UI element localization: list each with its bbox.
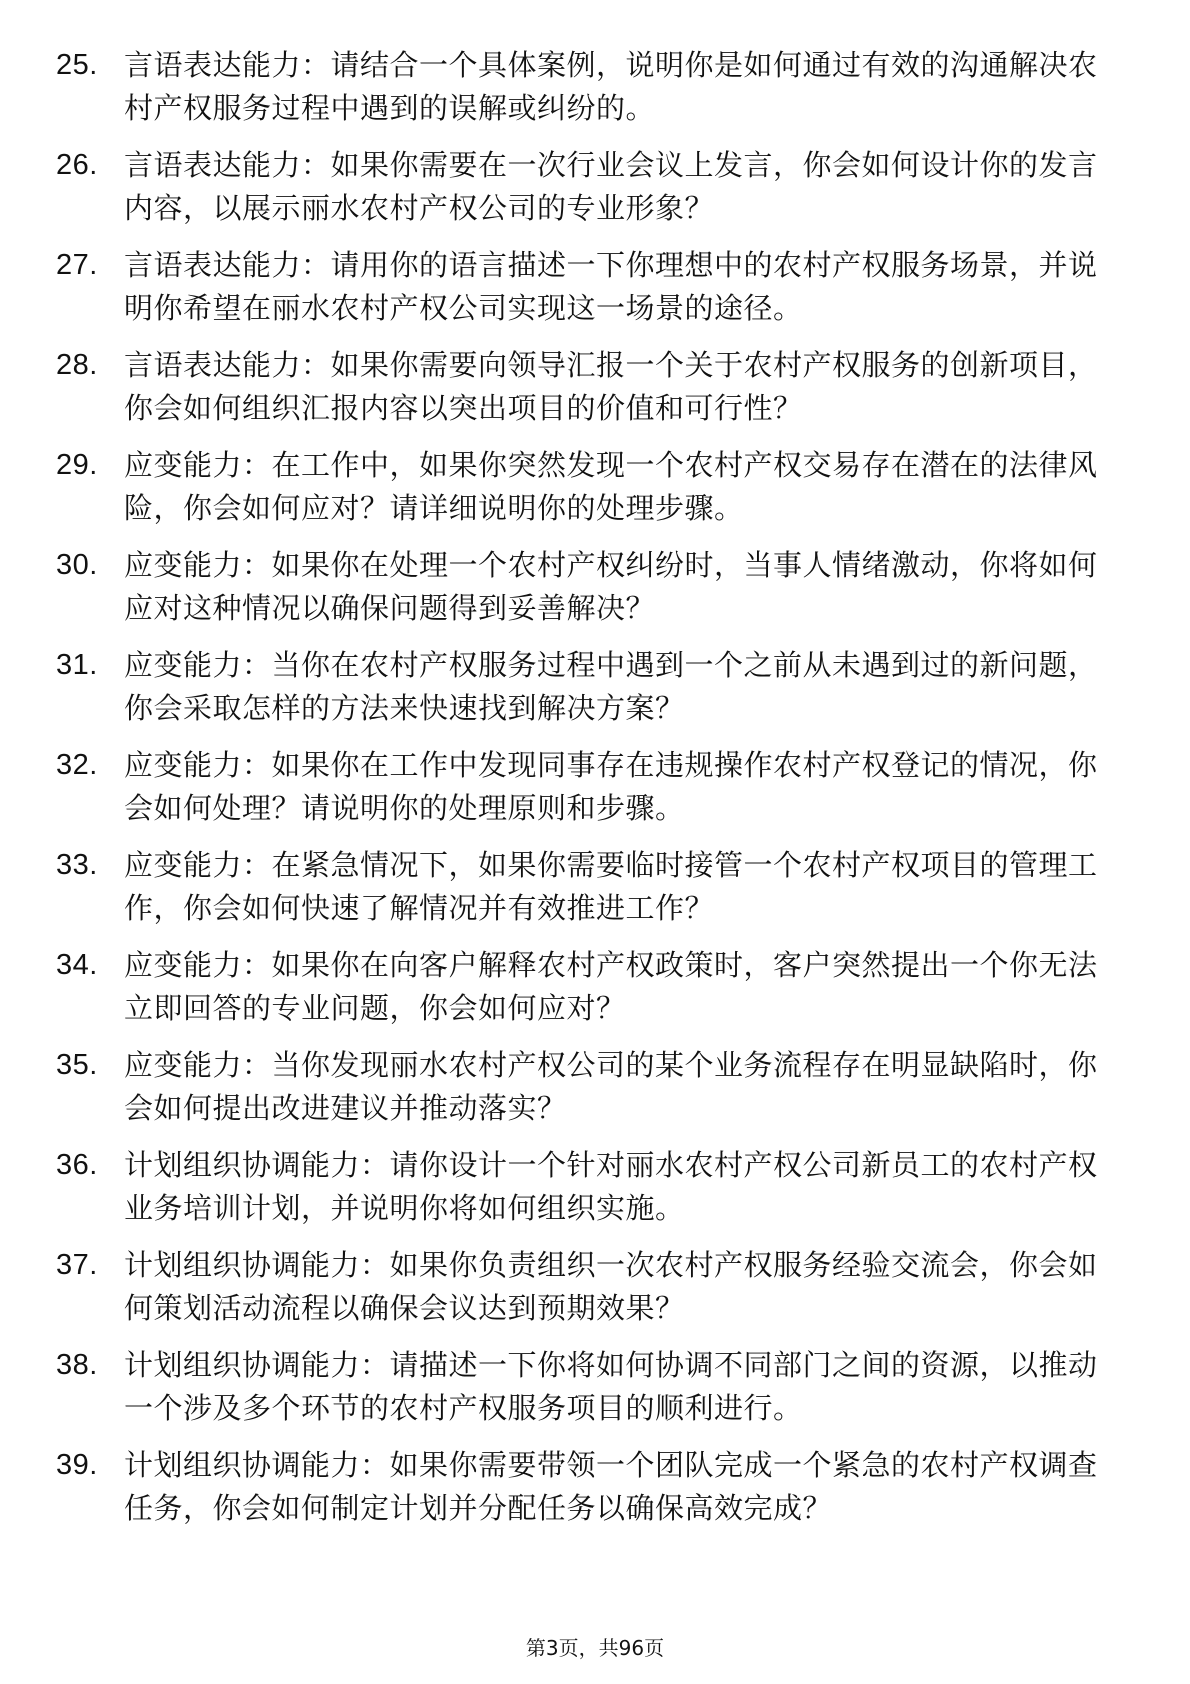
question-item — [56, 1044, 1116, 1130]
question-text: 应变能力：当你在农村产权服务过程中遇到一个之前从未遇到过的新问题，你会采取怎样的方法来快速找到解决方案？ — [124, 648, 1098, 725]
question-text: 言语表达能力：请用你的语言描述一下你理想中的农村产权服务场景，并说明你希望在丽水农村产权公司实现这一场景的途径。 — [124, 248, 1098, 325]
page-number-label: 第3页，共96页 — [525, 1636, 665, 1660]
question-text: 言语表达能力：如果你需要向领导汇报一个关于农村产权服务的创新项目，你会如何组织汇报内容以突出项目的价值和可行性？ — [124, 348, 1098, 425]
question-item — [56, 844, 1116, 930]
question-number: 35. — [56, 1049, 98, 1081]
question-item — [56, 44, 1116, 130]
question-number: 36. — [56, 1149, 98, 1181]
question-item — [56, 444, 1116, 530]
question-item — [56, 344, 1116, 430]
page-footer — [0, 1636, 1190, 1660]
question-number: 29. — [56, 449, 98, 481]
question-text: 言语表达能力：请结合一个具体案例，说明你是如何通过有效的沟通解决农村产权服务过程中遇到的误解或纠纷的。 — [124, 48, 1098, 125]
question-number: 26. — [56, 149, 98, 181]
question-number: 30. — [56, 549, 98, 581]
question-item — [56, 544, 1116, 630]
question-number: 32. — [56, 749, 98, 781]
question-number: 39. — [56, 1449, 98, 1481]
question-number: 27. — [56, 249, 98, 281]
question-text: 应变能力：当你发现丽水农村产权公司的某个业务流程存在明显缺陷时，你会如何提出改进建议并推动落实？ — [124, 1048, 1098, 1125]
question-list — [56, 44, 1116, 1544]
question-item — [56, 1444, 1116, 1530]
question-text: 应变能力：如果你在工作中发现同事存在违规操作农村产权登记的情况，你会如何处理？请说明你的处理原则和步骤。 — [124, 748, 1098, 825]
question-number: 31. — [56, 649, 98, 681]
question-number: 28. — [56, 349, 98, 381]
question-text: 应变能力：如果你在处理一个农村产权纠纷时，当事人情绪激动，你将如何应对这种情况以确保问题得到妥善解决？ — [124, 548, 1098, 625]
question-number: 38. — [56, 1349, 98, 1381]
question-text: 言语表达能力：如果你需要在一次行业会议上发言，你会如何设计你的发言内容，以展示丽水农村产权公司的专业形象？ — [124, 148, 1098, 225]
question-item — [56, 944, 1116, 1030]
question-item — [56, 1244, 1116, 1330]
question-item — [56, 244, 1116, 330]
question-item — [56, 1344, 1116, 1430]
question-text: 计划组织协调能力：请你设计一个针对丽水农村产权公司新员工的农村产权业务培训计划，并说明你将如何组织实施。 — [124, 1148, 1098, 1225]
question-text: 计划组织协调能力：如果你需要带领一个团队完成一个紧急的农村产权调查任务，你会如何制定计划并分配任务以确保高效完成？ — [124, 1448, 1098, 1525]
question-number: 25. — [56, 49, 98, 81]
question-number: 33. — [56, 849, 98, 881]
question-item — [56, 144, 1116, 230]
question-text: 应变能力：在工作中，如果你突然发现一个农村产权交易存在潜在的法律风险，你会如何应对？请详细说明你的处理步骤。 — [124, 448, 1098, 525]
question-item — [56, 744, 1116, 830]
question-item — [56, 1144, 1116, 1230]
question-text: 应变能力：如果你在向客户解释农村产权政策时，客户突然提出一个你无法立即回答的专业问题，你会如何应对？ — [124, 948, 1098, 1025]
question-text: 计划组织协调能力：请描述一下你将如何协调不同部门之间的资源，以推动一个涉及多个环节的农村产权服务项目的顺利进行。 — [124, 1348, 1098, 1425]
question-number: 34. — [56, 949, 98, 981]
question-number: 37. — [56, 1249, 98, 1281]
question-item — [56, 644, 1116, 730]
question-text: 应变能力：在紧急情况下，如果你需要临时接管一个农村产权项目的管理工作，你会如何快速了解情况并有效推进工作？ — [124, 848, 1098, 925]
question-text: 计划组织协调能力：如果你负责组织一次农村产权服务经验交流会，你会如何策划活动流程以确保会议达到预期效果？ — [124, 1248, 1098, 1325]
